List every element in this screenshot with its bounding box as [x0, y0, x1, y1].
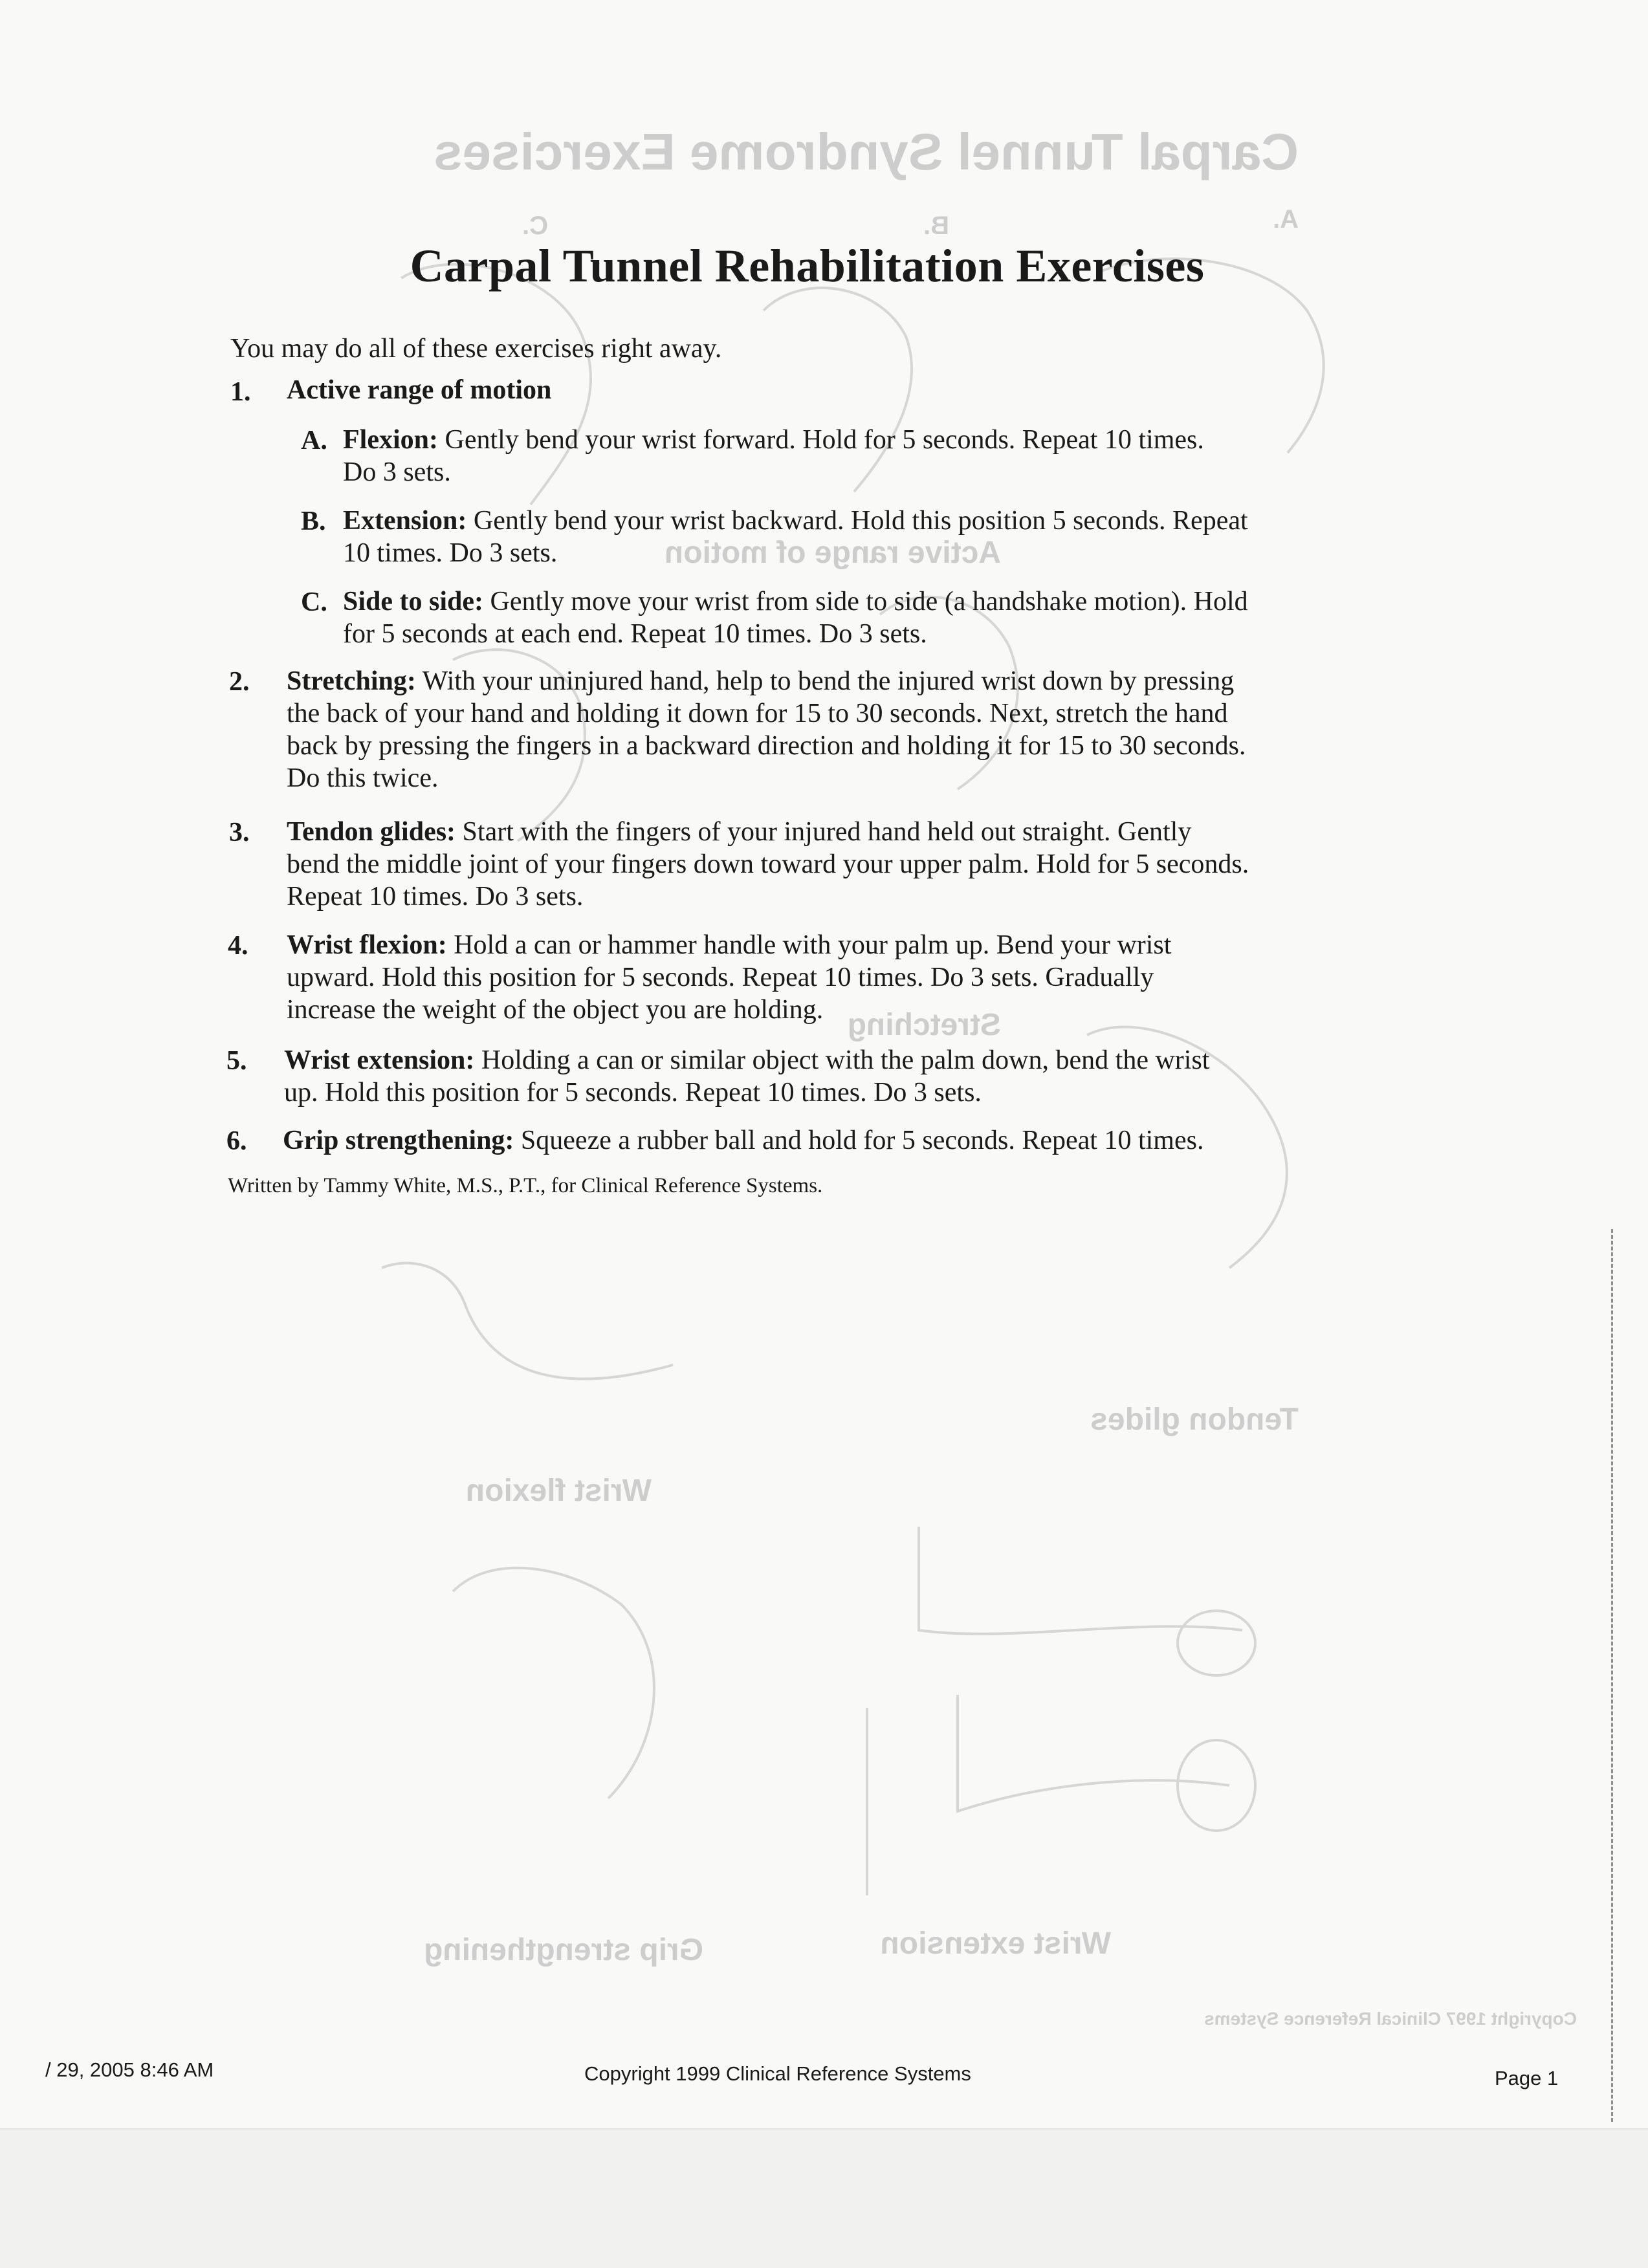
item-text: Start with the fingers of your injured hand held out straight. Gently — [462, 817, 1192, 847]
item-text-cont: up. Hold this position for 5 seconds. Repeat 10 times. Do 3 sets. — [284, 1078, 982, 1107]
subitem-side-to-side — [343, 585, 1411, 650]
subitem-letter: C. — [301, 587, 327, 617]
subitem-heading: Extension: — [343, 506, 467, 536]
item-number: 1. — [230, 377, 251, 407]
item-number: 4. — [228, 931, 248, 961]
item-wrist-extension — [284, 1044, 1384, 1109]
subitem-text-cont: Do 3 sets. — [343, 457, 451, 487]
page-number: Page 1 — [1495, 2067, 1559, 2089]
bleed-label-wrist-flexion: Wrist flexion — [465, 1474, 652, 1508]
item-heading: Wrist extension: — [284, 1045, 475, 1075]
item-text-cont: increase the weight of the object you are holding. — [287, 995, 824, 1025]
item-number: 3. — [229, 818, 250, 847]
item-text-cont: back by pressing the fingers in a backward direction and holding it for 15 to 30 seconds. — [287, 731, 1246, 761]
bleed-label-c: C. — [522, 212, 548, 240]
subitem-text-cont: 10 times. Do 3 sets. — [343, 538, 558, 568]
item-tendon-glides — [287, 816, 1387, 913]
item-stretching — [287, 665, 1387, 794]
subitem-flexion — [343, 424, 1378, 488]
bleed-label-a: A. — [1273, 205, 1299, 234]
subitem-letter: A. — [301, 426, 327, 455]
bleed-title: Carpal Tunnel Syndrome Exercises — [434, 123, 1299, 180]
item-heading: Stretching: — [287, 666, 416, 696]
item-number: 2. — [229, 667, 250, 697]
item-heading: Active range of motion — [287, 375, 552, 405]
bleed-label-active: Active range of motion — [664, 536, 1001, 570]
bleed-label-copyright: Copyright 1997 Clinical Reference Systems — [1204, 2009, 1577, 2029]
item-text-cont: Repeat 10 times. Do 3 sets. — [287, 882, 584, 911]
scanner-bed-margin — [0, 2128, 1648, 2268]
print-timestamp: / 29, 2005 8:46 AM — [45, 2058, 214, 2081]
intro-text: You may do all of these exercises right away. — [230, 334, 722, 364]
item-text-cont: the back of your hand and holding it down for 15 to 30 seconds. Next, stretch the hand — [287, 699, 1228, 728]
item-grip-strengthening — [283, 1124, 1415, 1157]
subitem-text: Gently bend your wrist forward. Hold for 5 seconds. Repeat 10 times. — [445, 425, 1204, 455]
subitem-text: Gently move your wrist from side to side (a handshake motion). Hold — [490, 587, 1248, 616]
author-credit: Written by Tammy White, M.S., P.T., for Clinical Reference Systems. — [228, 1174, 823, 1197]
item-text: Holding a can or similar object with the palm down, bend the wrist — [481, 1045, 1210, 1075]
bleed-label-wrist-extension: Wrist extension — [880, 1926, 1111, 1961]
item-text: With your uninjured hand, help to bend the injured wrist down by pressing — [422, 666, 1235, 696]
subitem-letter: B. — [301, 507, 326, 536]
item-heading: Wrist flexion: — [287, 930, 447, 960]
item-text: Hold a can or hammer handle with your palm up. Bend your wrist — [454, 930, 1172, 960]
subitem-text: Gently bend your wrist backward. Hold this position 5 seconds. Repeat — [473, 506, 1248, 536]
item-number: 5. — [226, 1046, 247, 1076]
item-text-cont: Do this twice. — [287, 763, 439, 793]
subitem-heading: Side to side: — [343, 587, 484, 616]
subitem-heading: Flexion: — [343, 425, 438, 455]
bleed-label-b: B. — [923, 212, 949, 240]
item-heading: Grip strengthening: — [283, 1126, 514, 1155]
bleed-label-grip: Grip strengthening — [424, 1933, 703, 1967]
subitem-extension — [343, 505, 1411, 569]
page-edge-marks — [1611, 1229, 1613, 2122]
item-wrist-flexion — [287, 929, 1387, 1026]
subitem-text-cont: for 5 seconds at each end. Repeat 10 times. Do 3 sets. — [343, 619, 927, 649]
item-text-cont: upward. Hold this position for 5 seconds. Repeat 10 times. Do 3 sets. Gradually — [287, 963, 1154, 992]
item-number: 6. — [226, 1126, 247, 1156]
item-text-cont: bend the middle joint of your fingers down toward your upper palm. Hold for 5 seconds. — [287, 849, 1249, 879]
bleed-label-stretching: Stretching — [847, 1008, 1001, 1042]
page-title: Carpal Tunnel Rehabilitation Exercises — [410, 240, 1205, 292]
bleed-label-tendon: Tendon glides — [1090, 1402, 1299, 1437]
item-text: Squeeze a rubber ball and hold for 5 seconds. Repeat 10 times. — [520, 1126, 1204, 1155]
footer-copyright: Copyright 1999 Clinical Reference Systems — [584, 2062, 971, 2085]
item-heading: Tendon glides: — [287, 817, 456, 847]
